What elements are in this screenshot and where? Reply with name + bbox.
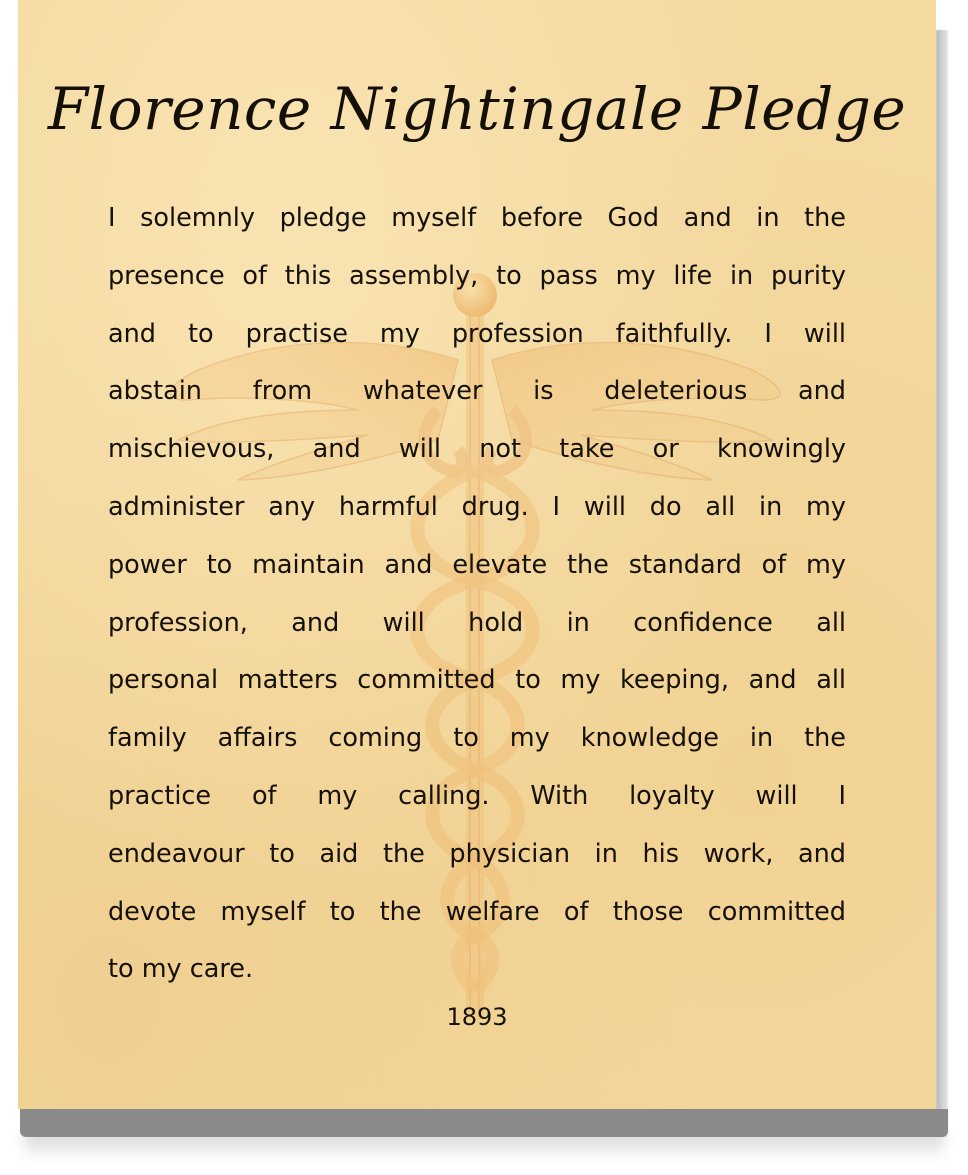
pledge-line: presence of this assembly, to pass my life in purity <box>108 260 846 291</box>
pledge-line: I solemnly pledge myself before God and in the <box>108 203 846 233</box>
pledge-line: endeavour to aid the physician in his work, and <box>108 838 846 869</box>
pledge-line: mischievous, and will not take or knowingly <box>108 434 846 465</box>
pledge-line: personal matters committed to my keeping, and all <box>108 665 846 696</box>
canvas-side-right <box>936 30 948 1137</box>
pledge-text <box>108 190 846 999</box>
pledge-line: power to maintain and elevate the standard of my <box>108 549 846 580</box>
pledge-year: 1893 <box>446 1003 508 1031</box>
pledge-line: to my care. <box>108 954 254 985</box>
pledge-line: administer any harmful drug. I will do all in my <box>108 491 846 522</box>
pledge-line: and to practise my profession faithfully. I will <box>108 318 846 349</box>
pledge-line: family affairs coming to my knowledge in the <box>108 723 846 754</box>
pledge-line: practice of my calling. With loyalty will I <box>108 780 846 811</box>
canvas-side-bottom <box>20 1109 948 1137</box>
poster-title: Florence Nightingale Pledge <box>47 75 907 143</box>
canvas-print <box>18 0 936 1109</box>
pledge-line: profession, and will hold in confidence all <box>108 607 846 638</box>
pledge-line: devote myself to the welfare of those committed <box>108 896 846 927</box>
pledge-line: abstain from whatever is deleterious and <box>108 376 846 407</box>
